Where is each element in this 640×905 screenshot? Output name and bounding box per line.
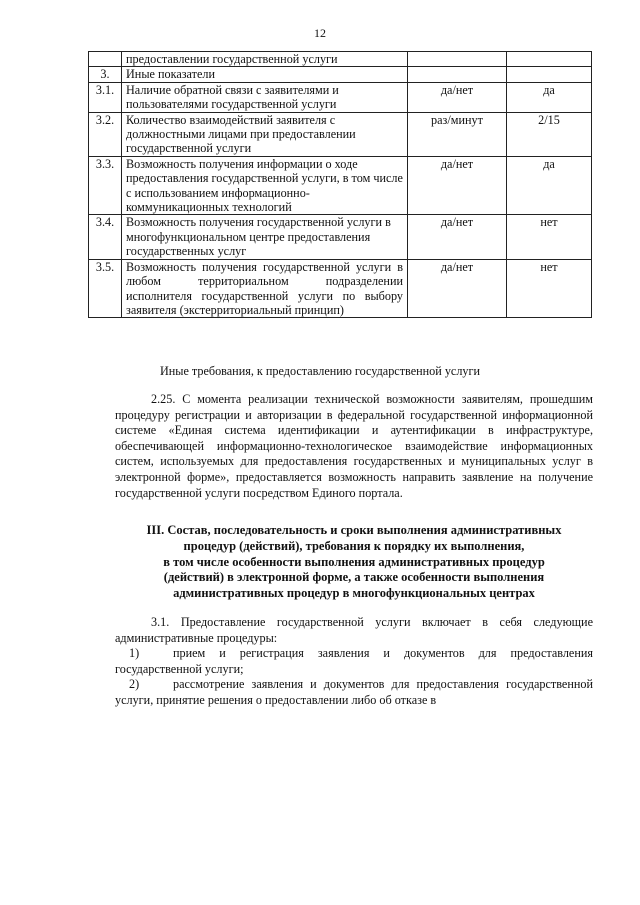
row-number: 3.4.: [89, 215, 122, 259]
indicator-value: да: [507, 156, 592, 215]
unit-of-measure: [408, 52, 507, 67]
table-row: [89, 259, 592, 318]
list-item-1: [115, 646, 593, 677]
indicator-name-text: Наличие обратной связи с заявителями и пользователями государственной услуги: [126, 82, 339, 112]
unit-of-measure: да/нет: [408, 156, 507, 215]
row-number: [89, 52, 122, 67]
unit-of-measure: [408, 67, 507, 82]
unit-of-measure: да/нет: [408, 82, 507, 112]
section-heading-line-2: процедур (действий), требования к порядку их выполнения,: [183, 538, 525, 553]
section-heading-line-4: (действий) в электронной форме, а также особенности выполнения: [163, 570, 545, 585]
list-item-1-number: 1): [129, 646, 140, 660]
table-row: [89, 52, 592, 67]
indicator-name: [122, 215, 408, 259]
row-number: 3.3.: [89, 156, 122, 215]
indicator-name: [122, 52, 408, 67]
indicator-value: [507, 52, 592, 67]
indicator-name: [122, 259, 408, 318]
list-item-1-text: прием и регистрация заявления и документов для предоставления государственной услуги;: [115, 646, 593, 676]
indicator-value: да: [507, 82, 592, 112]
table-row: [89, 215, 592, 259]
indicator-name-text: Возможность получения государственной услуги в любом территориальном подразделении исполнителя государственной услуги по выбору: [126, 259, 403, 303]
indicator-name: [122, 156, 408, 215]
paragraph-2-25: [115, 392, 593, 501]
table-row: [89, 156, 592, 215]
unit-of-measure: да/нет: [408, 259, 507, 318]
list-item-2: [115, 677, 593, 708]
indicator-name: [122, 112, 408, 156]
row-number: 3.: [89, 67, 122, 82]
indicator-name-text: Количество взаимодействий заявителя с должностными лицами при предоставлении государственной услуги: [126, 112, 356, 156]
section-heading-line-5: административных процедур в многофункциональных центрах: [173, 586, 535, 601]
indicator-name: [122, 82, 408, 112]
unit-of-measure: да/нет: [408, 215, 507, 259]
list-item-2-text: рассмотрение заявления и документов для предоставления государственной услуги, принятие решения о предоставлении либо об отказе в: [115, 677, 593, 707]
table-row: [89, 112, 592, 156]
paragraph-3-1: [115, 615, 593, 646]
section-heading-line-1: III. Состав, последовательность и сроки выполнения административных: [146, 523, 562, 537]
section-heading: [108, 523, 600, 602]
indicator-name-text: Возможность получения информации о ходе предоставления государственной услуги, в том числе с использованием информационно-коммуникационных технологий: [126, 156, 403, 215]
paragraph-3-1-text: 3.1. Предоставление государственной услуги включает в себя следующие административные процедуры:: [115, 615, 593, 645]
unit-of-measure: раз/минут: [408, 112, 507, 156]
indicator-value: [507, 67, 592, 82]
row-number: 3.5.: [89, 259, 122, 318]
indicators-table-body: [89, 52, 592, 318]
section-heading-line-3: в том числе особенности выполнения административных процедур: [163, 554, 545, 569]
indicators-table: [88, 51, 592, 318]
row-number: 3.2.: [89, 112, 122, 156]
row-number: 3.1.: [89, 82, 122, 112]
indicator-value: нет: [507, 215, 592, 259]
indicator-value: нет: [507, 259, 592, 318]
indicator-name-last-line: заявителя (экстерриториальный принцип): [126, 302, 344, 317]
list-item-2-number: 2): [129, 677, 140, 691]
indicator-name-text: Иные показатели: [126, 67, 215, 82]
paragraph-2-25-text: 2.25. С момента реализации технической возможности заявителям, прошедшим процедуру регистрации и авторизации в федеральной государственной информационной системе «Единая система идентификации и аутентификации в инфраструктуре, обеспечивающей информационно-технологическое взаимодействие информационных систем, используемых для предоставления государственных и муниципальных услуг в электронной форме», предоставляется возможность направить заявление на получение государственной услуги посредством Единого портала.: [115, 392, 593, 500]
table-row: [89, 67, 592, 82]
indicator-name: [122, 67, 408, 82]
indicator-value: 2/15: [507, 112, 592, 156]
table-row: [89, 82, 592, 112]
page-number: 12: [314, 26, 326, 40]
subheading: Иные требования, к предоставлению государственной услуги: [159, 364, 481, 378]
indicator-name-text: Возможность получения государственной услуги в многофункциональном центре предоставления государственных услуг: [126, 215, 391, 259]
indicator-name-text: предоставлении государственной услуги: [126, 52, 338, 66]
